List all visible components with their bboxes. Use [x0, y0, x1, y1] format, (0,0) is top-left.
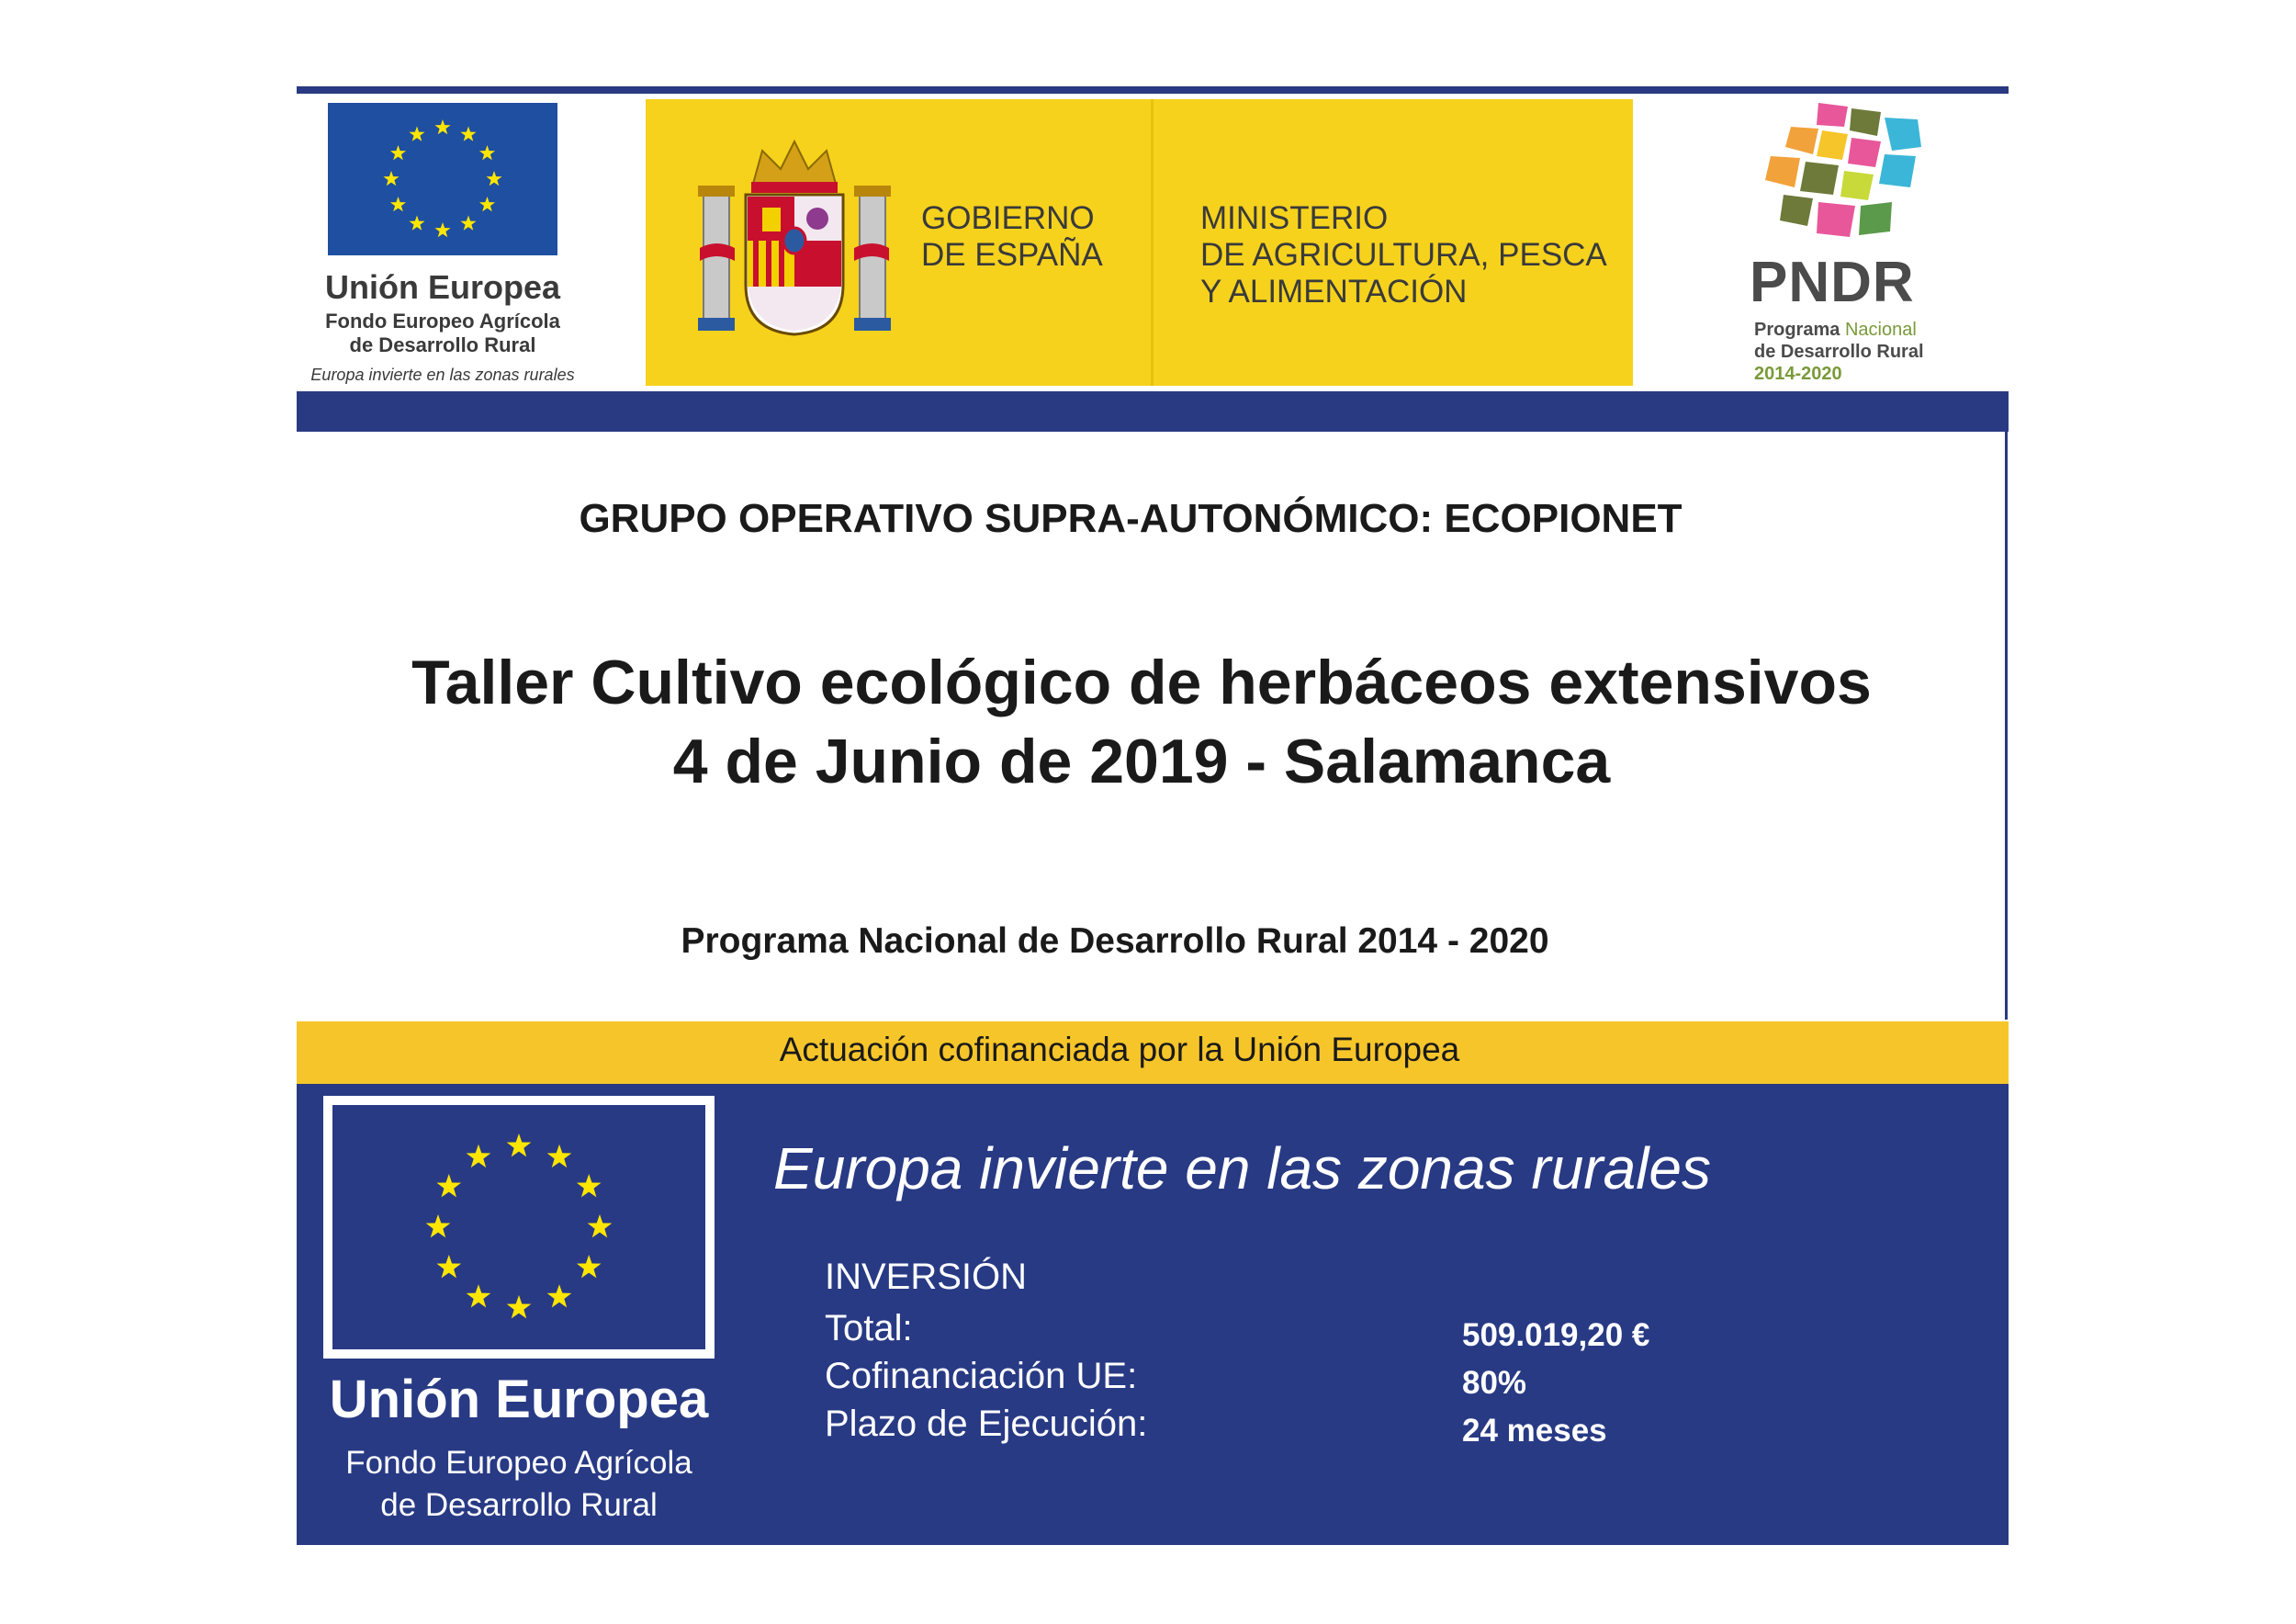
pndr-logo-icon [1763, 99, 1938, 246]
inversion-row-value-plazo: 24 meses [1462, 1413, 1607, 1449]
eu-flag-large [332, 1105, 705, 1349]
eu-star-icon [426, 1214, 451, 1237]
eu-star-icon [383, 171, 399, 186]
eu-star-icon [479, 145, 495, 160]
inversion-row-value-cofinanciacion: 80% [1462, 1365, 1527, 1401]
eu-logo-subtitle-line2: de Desarrollo Rural [349, 333, 536, 356]
pndr-subtitle [1754, 319, 1924, 385]
eu-logo-slogan: Europa invierte en las zonas rurales [310, 366, 575, 384]
inversion-label: INVERSIÓN [825, 1257, 1028, 1297]
eu-star-icon [460, 216, 476, 231]
eu-stars-large-icon [332, 1105, 705, 1349]
eu-star-icon [467, 1145, 491, 1167]
pndr-title: PNDR [1750, 251, 1915, 314]
eu-star-icon [436, 1255, 461, 1278]
eu-logo-title: Unión Europea [324, 268, 560, 306]
gobierno-text [921, 200, 1103, 274]
pndr-sub-highlight: Nacional [1844, 320, 1917, 340]
footer-eu-subtitle-line2: de Desarrollo Rural [380, 1487, 658, 1523]
eu-star-icon [434, 119, 450, 134]
eu-star-icon [588, 1214, 613, 1237]
eu-star-icon [436, 1174, 461, 1197]
gobierno-line1: GOBIERNO [921, 200, 1095, 236]
eu-star-icon [434, 222, 450, 237]
eu-star-icon [390, 145, 406, 160]
eu-star-icon [486, 171, 501, 186]
eu-stars-icon [328, 103, 557, 255]
eu-star-icon [547, 1284, 572, 1307]
inversion-row-label-plazo: Plazo de Ejecución: [825, 1404, 1148, 1444]
ministerio-line1: MINISTERIO [1200, 200, 1389, 236]
ministerio-line3: Y ALIMENTACIÓN [1200, 274, 1468, 310]
eu-logo-subtitle-line1: Fondo Europeo Agrícola [325, 310, 560, 333]
eu-star-icon [409, 127, 424, 141]
programa-heading: Programa Nacional de Desarrollo Rural 2014 - 2020 [681, 921, 1549, 961]
inversion-row-value-total: 509.019,20 € [1462, 1317, 1650, 1353]
eu-star-icon [390, 197, 406, 211]
eu-logo-subtitle [303, 310, 582, 357]
footer-eu-title: Unión Europea [329, 1370, 709, 1429]
eu-star-icon [409, 216, 424, 231]
eu-star-icon [507, 1295, 532, 1318]
eu-flag-small [328, 103, 557, 255]
pndr-years: 2014-2020 [1754, 364, 1842, 384]
cofinanciada-text: Actuación cofinanciada por la Unión Europea [779, 1031, 1460, 1068]
grupo-operativo-heading: GRUPO OPERATIVO SUPRA-AUTONÓMICO: ECOPIONET [579, 496, 1683, 541]
header-blue-band [297, 391, 2009, 432]
eu-star-icon [467, 1284, 491, 1307]
inversion-row-label-total: Total: [825, 1308, 913, 1348]
pndr-subtitle-line2: de Desarrollo Rural [1754, 342, 1924, 362]
taller-title [297, 643, 1986, 801]
coat-of-arms-icon [698, 138, 891, 338]
gobierno-line2: DE ESPAÑA [921, 237, 1103, 273]
footer-eu-subtitle [314, 1442, 724, 1527]
ministerio-line2: DE AGRICULTURA, PESCA [1200, 237, 1607, 273]
inversion-row-label-cofinanciacion: Cofinanciación UE: [825, 1356, 1138, 1396]
eu-star-icon [460, 127, 476, 141]
gobierno-divider [1151, 99, 1154, 386]
footer-slogan: Europa invierte en las zonas rurales [773, 1135, 1711, 1201]
top-rule [297, 86, 2009, 94]
taller-title-line1: Taller Cultivo ecológico de herbáceos extensivos [411, 648, 1872, 717]
eu-star-icon [547, 1145, 572, 1167]
eu-star-icon [577, 1174, 602, 1197]
footer-eu-subtitle-line1: Fondo Europeo Agrícola [345, 1445, 692, 1481]
ministerio-text [1200, 200, 1607, 310]
pndr-sub-prefix: Programa [1754, 320, 1845, 340]
taller-title-line2: 4 de Junio de 2019 - Salamanca [672, 727, 1611, 796]
pndr-subtitle-line1 [1754, 319, 1924, 341]
eu-star-icon [479, 197, 495, 211]
eu-star-icon [577, 1255, 602, 1278]
eu-star-icon [507, 1133, 532, 1156]
